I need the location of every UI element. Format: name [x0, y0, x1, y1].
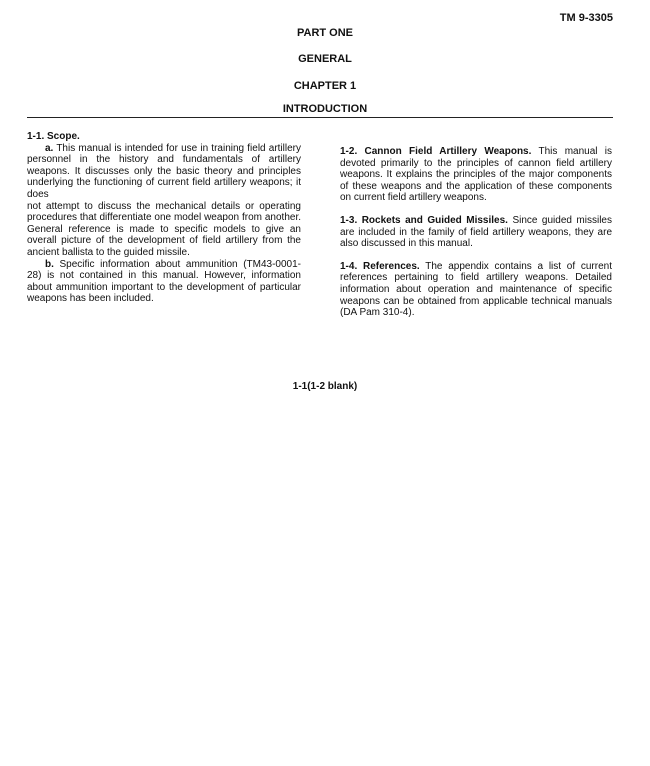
chapter-title: INTRODUCTION — [282, 103, 368, 115]
right-column — [340, 146, 612, 319]
chapter-heading: CHAPTER 1 — [293, 80, 357, 92]
scope-paragraph-b — [27, 259, 301, 305]
para-a-text-2: not attempt to discuss the mechanical details or operating procedures that differentiate one model weapon from another. General reference is made to specific models to give an overall picture of the development of field artillery from the ancient ballista to the guided missile. — [27, 200, 301, 258]
left-column — [27, 131, 301, 305]
section-1-3 — [340, 215, 612, 250]
section-heading: GENERAL — [298, 53, 352, 65]
para-b-text: Specific information about ammunition (TM43-0001-28) is not contained in this manual. However, information about ammunition important to the development of particular weapons has been included. — [27, 258, 301, 305]
scope-heading: 1-1. Scope. — [27, 131, 80, 142]
para-a-label: a. — [45, 142, 54, 154]
section-1-4 — [340, 261, 612, 319]
section-1-2-heading: 1-2. Cannon Field Artillery Weapons. — [340, 146, 532, 157]
section-1-4-heading: 1-4. References. — [340, 260, 420, 272]
section-1-3-text: Since guided missiles are included in the family of field artillery weapons, they are also discussed in this manual. — [340, 214, 612, 250]
section-1-2 — [340, 146, 612, 204]
section-1-2-text: This manual is devoted primarily to the principles of cannon field artillery weapons. It explains the principles of the major components of these weapons and the application of these components on current field artillery weapons. — [340, 146, 612, 204]
para-a-text-1: This manual is intended for use in training field artillery personnel in the history and fundamentals of artillery weapons. It discusses only the basic theory and principles underlying the functioning of current field artillery weapons; it does — [27, 142, 301, 200]
scope-paragraph-a — [27, 143, 301, 201]
tm-number: TM 9-3305 — [559, 12, 613, 24]
section-1-3-heading: 1-3. Rockets and Guided Missiles. — [340, 214, 508, 226]
para-b-label: b. — [45, 258, 54, 270]
section-1-4-text: The appendix contains a list of current references pertaining to field artillery weapons. Detailed information about operation and maintenance of specific weapons can be obtained from applicable technical manuals (DA Pam 310-4). — [340, 260, 612, 319]
part-heading: PART ONE — [296, 27, 354, 39]
page-number: 1-1(1-2 blank) — [292, 381, 358, 392]
title-rule — [27, 117, 613, 118]
